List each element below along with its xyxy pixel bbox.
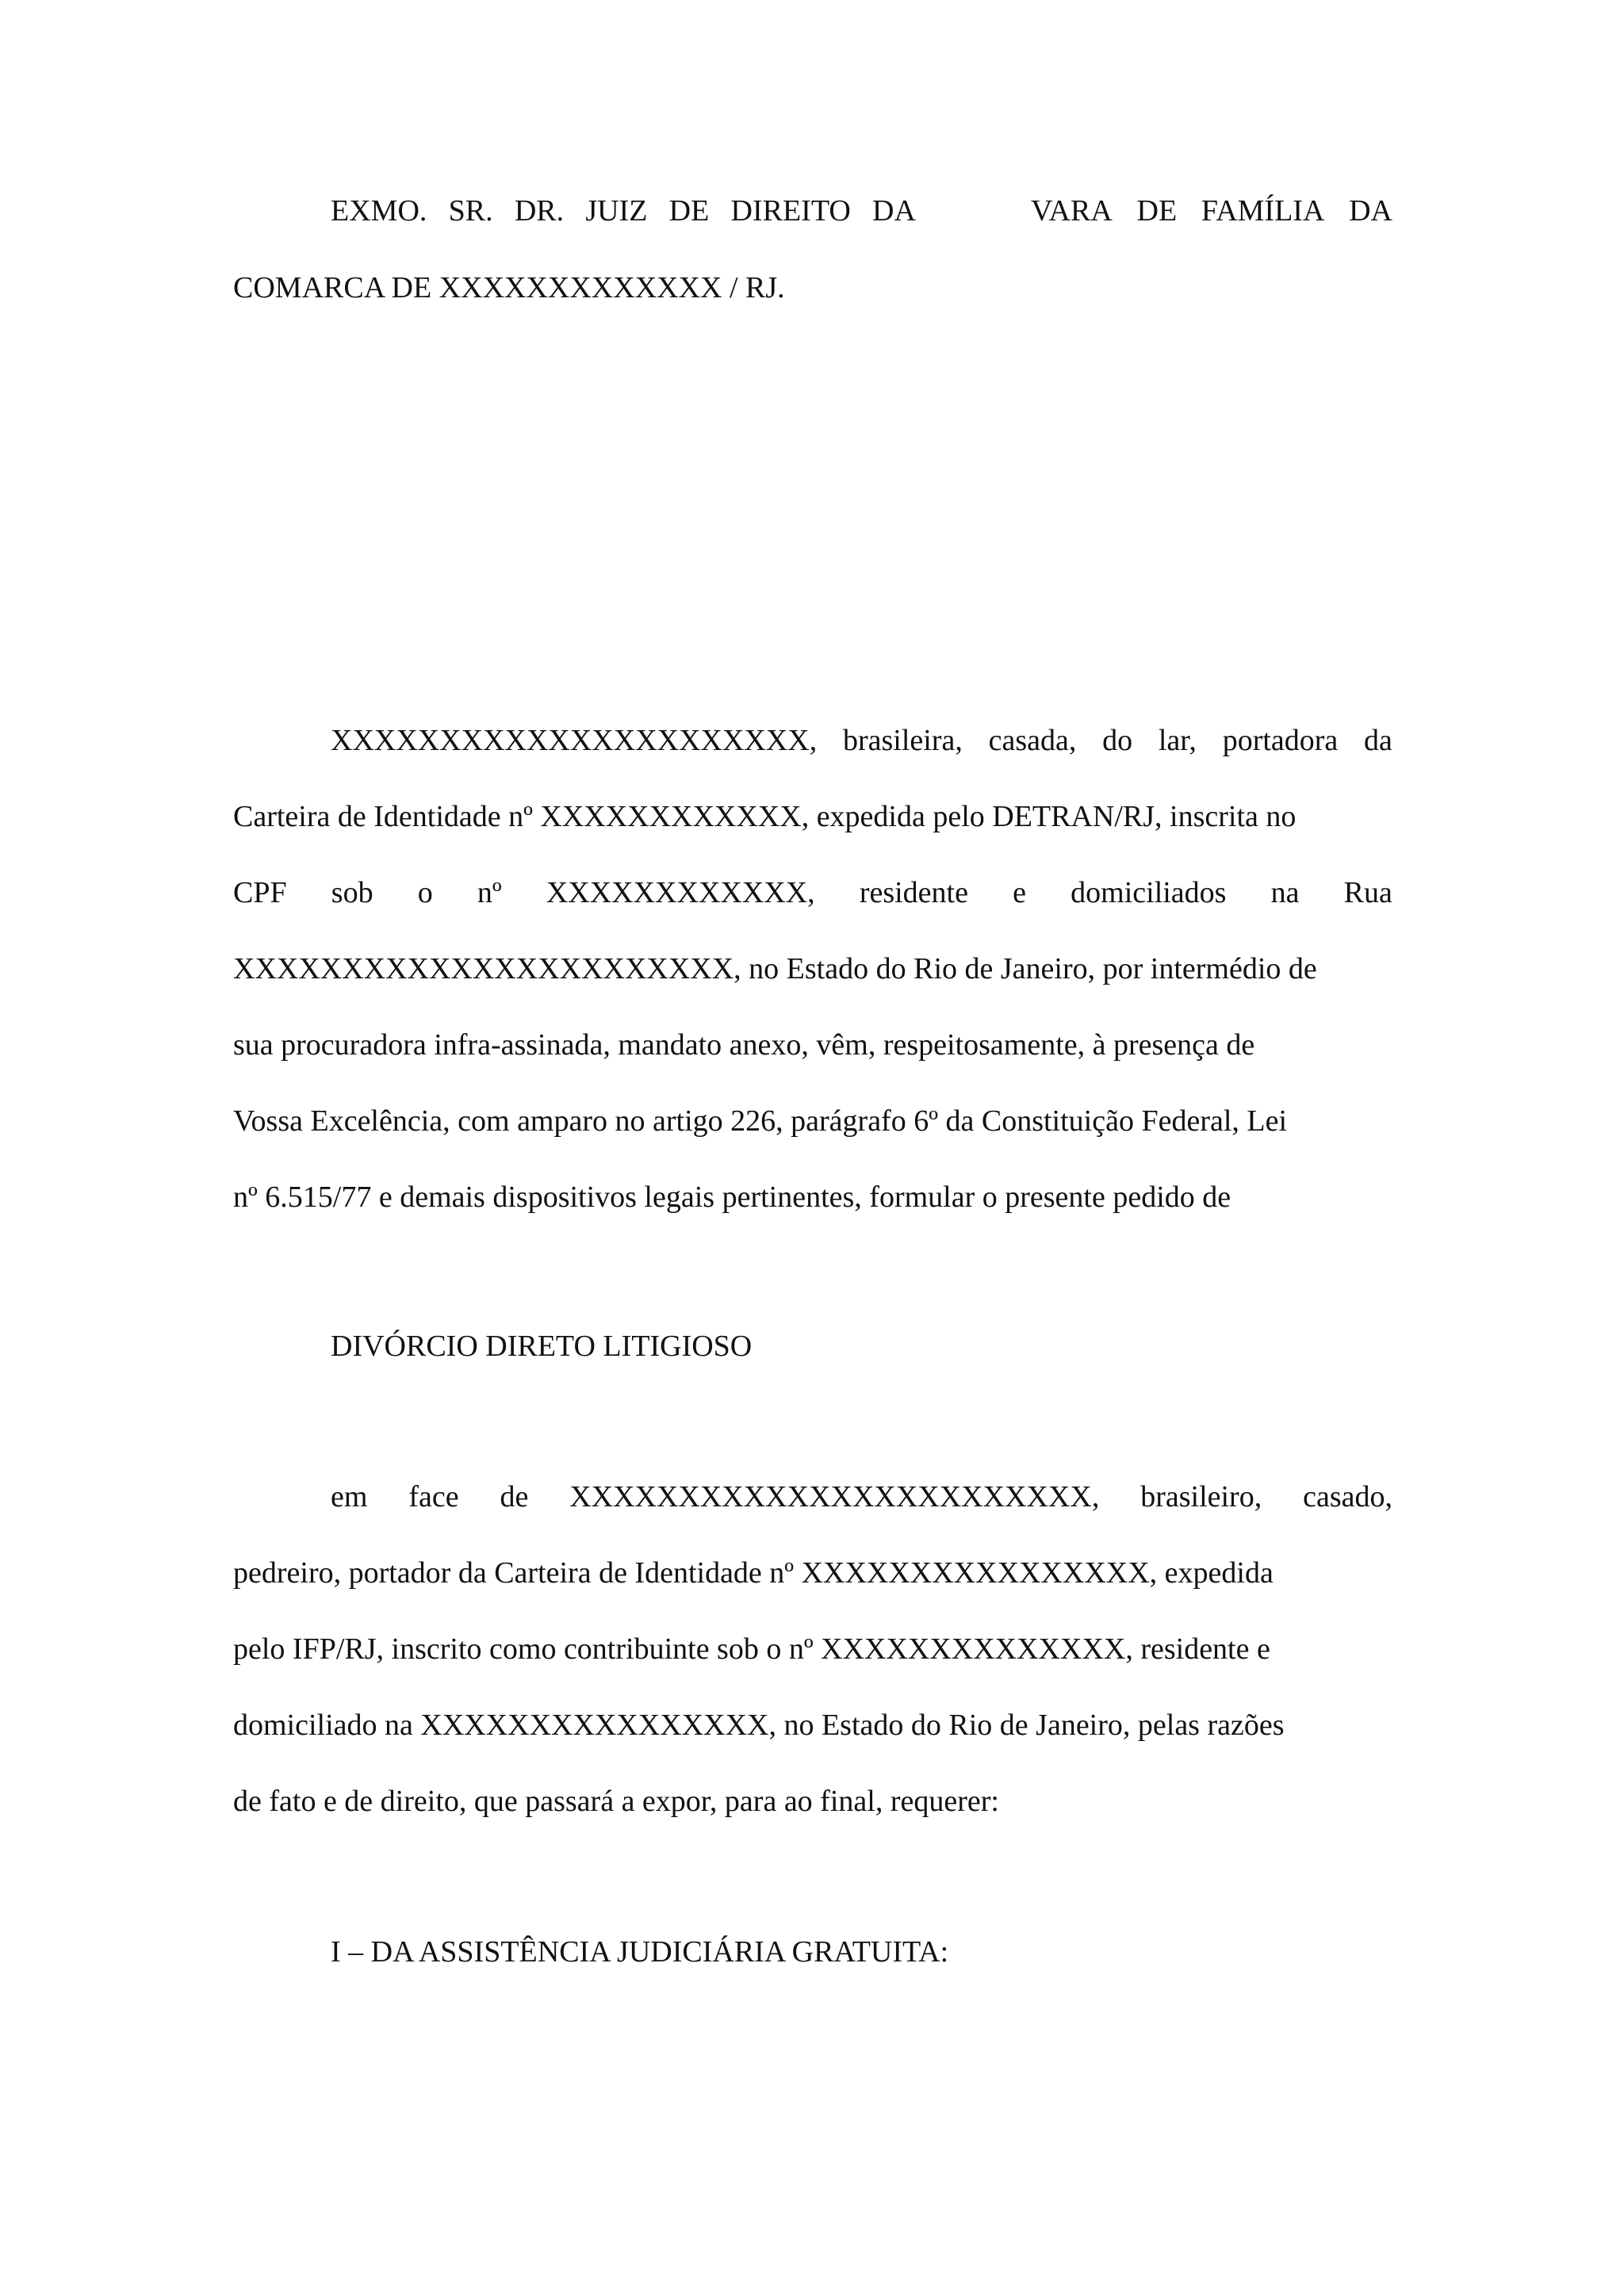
word: lar, xyxy=(1158,724,1197,757)
word: XXXXXXXXXXXXXXXXXXXXXXXX, xyxy=(569,1480,1100,1513)
respondent-line-5: de fato e de direito, que passará a expor, para ao final, requerer: xyxy=(233,1785,999,1818)
word: do xyxy=(1102,724,1133,757)
header-word: FAMÍLIA xyxy=(1201,194,1325,228)
word: portadora xyxy=(1222,724,1339,757)
word: brasileira, xyxy=(842,724,963,757)
word: Rua xyxy=(1343,876,1392,909)
header-word: JUIZ xyxy=(585,194,648,228)
header-word: DIREITO xyxy=(730,194,851,228)
word: domiciliados xyxy=(1071,876,1227,909)
header-word: VARA xyxy=(1031,194,1113,228)
addressee-line-left xyxy=(331,192,916,230)
petitioner-line-3 xyxy=(233,874,1392,912)
header-word: SR. xyxy=(448,194,493,228)
word: brasileiro, xyxy=(1140,1480,1262,1513)
word: sob xyxy=(331,876,373,909)
header-word: DE xyxy=(1136,194,1178,228)
petitioner-line-1 xyxy=(331,721,1392,760)
word: nº xyxy=(477,876,502,909)
word: XXXXXXXXXXXXXXXXXXXXXX, xyxy=(331,724,818,757)
addressee-line-2: COMARCA DE XXXXXXXXXXXXX / RJ. xyxy=(233,271,785,304)
word: em xyxy=(331,1480,368,1513)
word: o xyxy=(417,876,433,909)
respondent-line-2: pedreiro, portador da Carteira de Identidade nº XXXXXXXXXXXXXXXX, expedida xyxy=(233,1556,1274,1590)
respondent-line-4: domiciliado na XXXXXXXXXXXXXXXX, no Estado do Rio de Janeiro, pelas razões xyxy=(233,1709,1285,1742)
petitioner-line-2: Carteira de Identidade nº XXXXXXXXXXXX, expedida pelo DETRAN/RJ, inscrita no xyxy=(233,800,1297,833)
word: de xyxy=(500,1480,529,1513)
addressee-line-right xyxy=(1031,192,1392,230)
word: casada, xyxy=(988,724,1077,757)
action-title: DIVÓRCIO DIRETO LITIGIOSO xyxy=(331,1330,753,1363)
word: residente xyxy=(859,876,968,909)
word: XXXXXXXXXXXX, xyxy=(546,876,815,909)
word: CPF xyxy=(233,876,287,909)
header-word: DA xyxy=(1349,194,1392,228)
word: da xyxy=(1364,724,1392,757)
header-word: DR. xyxy=(514,194,565,228)
petitioner-line-7: nº 6.515/77 e demais dispositivos legais pertinentes, formular o presente pedido de xyxy=(233,1181,1231,1214)
header-word: EXMO. xyxy=(331,194,427,228)
word: face xyxy=(408,1480,459,1513)
petitioner-line-6: Vossa Excelência, com amparo no artigo 226, parágrafo 6º da Constituição Federal, Lei xyxy=(233,1104,1288,1138)
petitioner-line-4: XXXXXXXXXXXXXXXXXXXXXXX, no Estado do Rio de Janeiro, por intermédio de xyxy=(233,952,1317,985)
word: e xyxy=(1013,876,1026,909)
petitioner-line-5: sua procuradora infra-assinada, mandato anexo, vêm, respeitosamente, à presença de xyxy=(233,1028,1255,1062)
respondent-line-1 xyxy=(331,1478,1392,1516)
header-word: DE xyxy=(668,194,710,228)
section-heading: I – DA ASSISTÊNCIA JUDICIÁRIA GRATUITA: xyxy=(331,1935,949,1969)
header-word: DA xyxy=(872,194,916,228)
word: na xyxy=(1270,876,1300,909)
word: casado, xyxy=(1303,1480,1392,1513)
respondent-line-3: pelo IFP/RJ, inscrito como contribuinte sob o nº XXXXXXXXXXXXXX, residente e xyxy=(233,1632,1270,1666)
